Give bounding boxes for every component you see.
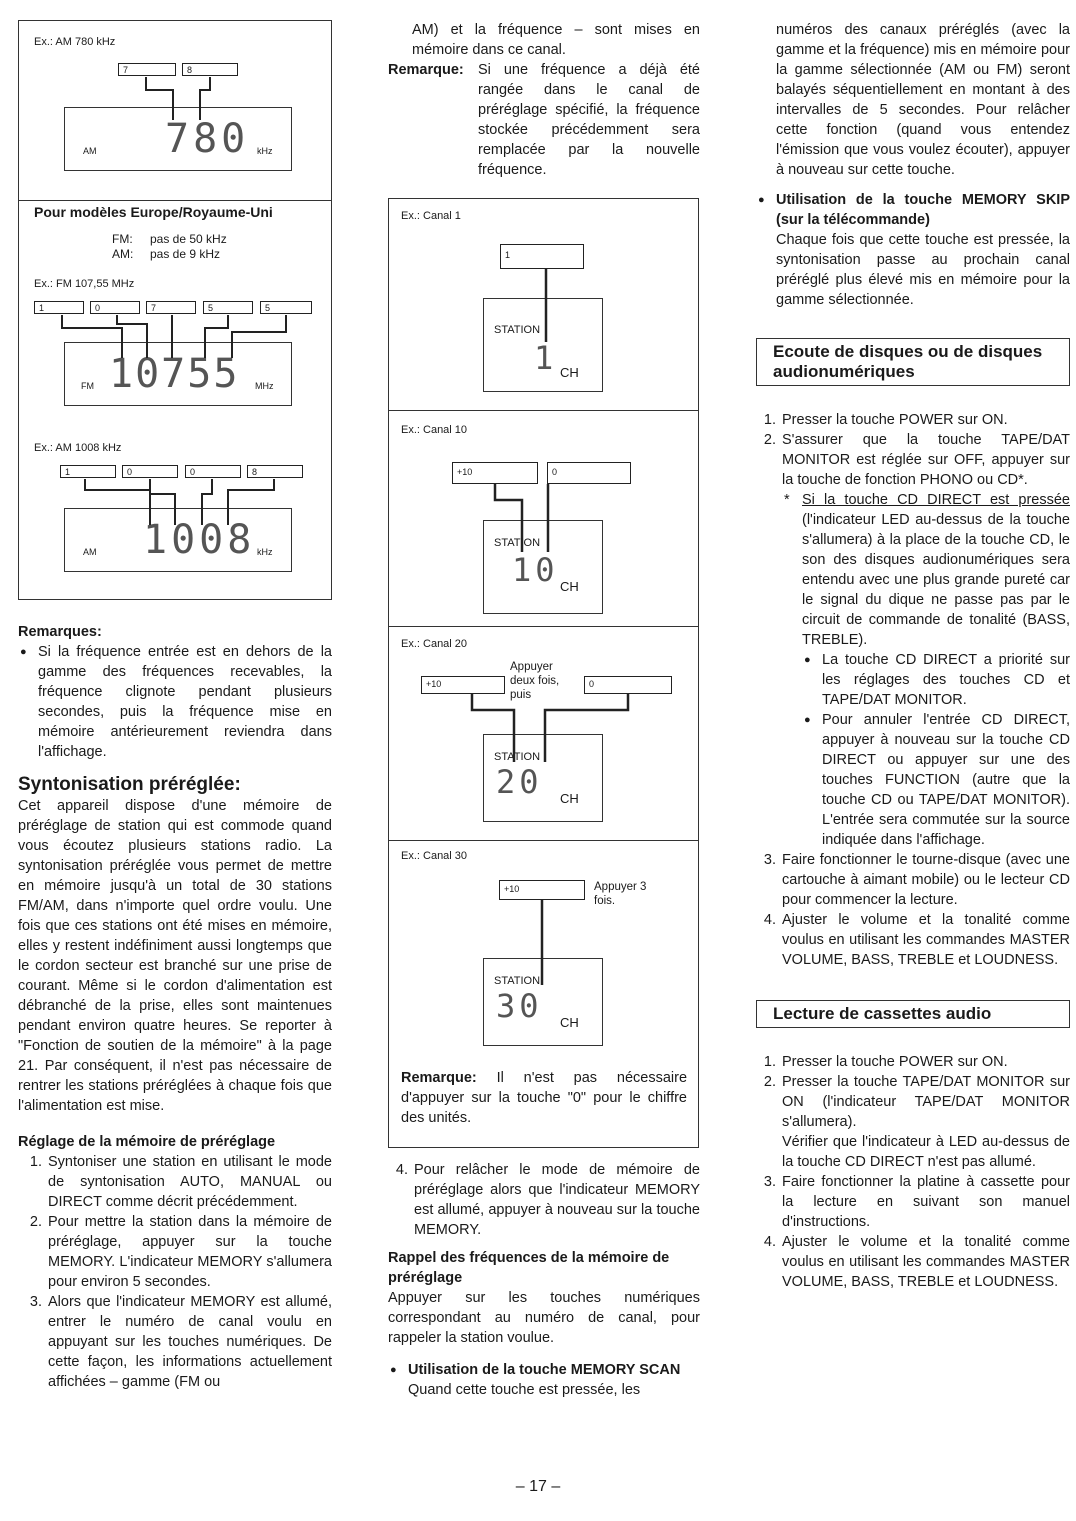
- reglage-title: Réglage de la mémoire de préréglage: [18, 1134, 276, 1150]
- syntonisation-body: Cet appareil dispose d'une mémoire de préréglage de station qui est commode quand vous écoutez plusieurs stations radio. La syntonisation préréglée vous permet de mettre en mémoire jusqu'à un total de 30 stations FM/AM, dans n'importe quel ordre voulu. Une fois que ces stations ont été mises en mémoire, elles y restent indéfiniment aussi longtemps que le cordon secteur est branché sur une prise de courant. Même si le cordon d'alimentation est débranché de la prise, elles sont maintenues pendant environ quatre heures. Se reporter à "Fonction de soutien de la mémoire" à la page 21. Par conséquent, il n'est pas nécessaire de rentrer les stations préréglées à chaque fois que l'alimentation est mise.: [18, 798, 332, 1114]
- continuation-text: AM) et la fréquence – sont mises en mémoire dans ce canal.: [412, 22, 700, 58]
- channel-digits: 20: [496, 763, 543, 801]
- list-item: 1. Presser la touche POWER sur ON.: [780, 410, 1070, 430]
- unit-label: MHz: [255, 381, 274, 391]
- key-5: 5: [260, 301, 312, 314]
- disques-list: [756, 410, 1070, 970]
- cd-direct-lead: Si la touche CD DIRECT est pressée: [802, 492, 1070, 508]
- list-item: 3. Faire fonctionner la platine à cassette pour la lecture en suivant son manuel d'instructions.: [780, 1172, 1070, 1232]
- rappel-title: Rappel des fréquences de la mémoire de préréglage: [388, 1250, 670, 1286]
- list-item-text: S'assurer que la touche TAPE/DAT MONITOR est réglée sur OFF, appuyer sur la touche de fonction PHONO ou CD*.: [782, 432, 1070, 488]
- remarque-label: Remarque:: [388, 62, 464, 78]
- channel-digits: 10: [512, 551, 559, 589]
- rappel-body: Appuyer sur les touches numériques correspondant au numéro de canal, pour rappeler la station voulue.: [388, 1290, 700, 1346]
- key-8: 8: [247, 465, 303, 478]
- ch-label: CH: [560, 791, 579, 806]
- step-band: AM:: [112, 247, 134, 261]
- key-8: 8: [182, 63, 238, 76]
- step-value: pas de 9 kHz: [150, 247, 221, 261]
- canal-label: Ex.: Canal 1: [401, 210, 461, 222]
- remarque-item: ● Si la fréquence entrée est en dehors de la gamme des fréquences recevables, la fréquence clignote pendant plusieurs secondes, puis la fréquence mise en mémoire antérieurement reviendra dans l'affichage.: [18, 642, 332, 762]
- press-note: Appuyer 3 fois.: [594, 881, 647, 907]
- key-5: 5: [203, 301, 253, 314]
- key-7: 7: [118, 63, 176, 76]
- cd-direct-note: * Si la touche CD DIRECT est pressée (l'indicateur LED au-dessus de la touche s'allumera) à la place de la touche CD, le son des disques audionumériques sera entendu avec une plus grande pureté car le signal du dique ne passe pas par le circuit de commande de tonalité (BASS, TREBLE). ● La touche CD DIRECT a priorité sur les réglages des touches CD et TAPE/DAT MONITOR. ● Pour annuler l'entrée CD DIRECT, appuyer à nouveau sur la touche CD DIRECT ou appuyer sur une des touches FUNCTION (autre que la touche CD ou TAPE/DAT MONITOR). L'entrée sera commutée sur la source indiquée dans l'affichage.: [782, 490, 1070, 850]
- key-7: 7: [146, 301, 196, 314]
- key-plus10: +10: [421, 676, 505, 694]
- list-item: [780, 1072, 1070, 1172]
- ch-label: CH: [560, 1015, 579, 1030]
- band-label: FM: [81, 381, 94, 391]
- key-0: 0: [584, 676, 672, 694]
- column-3: [756, 20, 1070, 1292]
- key-0: 0: [185, 465, 241, 478]
- skip-body: Chaque fois que cette touche est pressée, la syntonisation passe au prochain canal préréglé plus élevé mis en mémoire pour la gamme sélectionnée.: [776, 232, 1070, 308]
- skip-title: ● Utilisation de la touche MEMORY SKIP (sur la télécommande): [756, 190, 1070, 230]
- band-label: AM: [83, 146, 97, 156]
- cd-bullet: ● La touche CD DIRECT a priorité sur les réglages des touches CD et TAPE/DAT MONITOR.: [802, 650, 1070, 710]
- list-item: 1. Syntoniser une station en utilisant le mode de syntonisation AUTO, MANUAL ou DIRECT comme décrit précédemment.: [46, 1152, 332, 1212]
- remarques-title: Remarques:: [18, 624, 102, 640]
- page-number: – 17 –: [515, 1478, 561, 1495]
- box-remarque: [401, 1068, 687, 1128]
- unit-label: kHz: [257, 146, 273, 156]
- band-label: AM: [83, 547, 97, 557]
- step-value: pas de 50 kHz: [150, 232, 227, 246]
- box-remarque-label: Remarque:: [401, 1070, 477, 1086]
- cassettes-section-title: Lecture de cassettes audio: [756, 1000, 1070, 1028]
- cd-direct-body: (l'indicateur LED au-dessus de la touche s'allumera) à la place de la touche CD, le son des disques audionumériques sera entendu avec une plus grande pureté car le signal du dique ne passe pas par le circuit de commande de tonalité (BASS, TREBLE).: [802, 512, 1070, 648]
- channel-digits: 1: [534, 339, 558, 377]
- europe-title: Pour modèles Europe/Royaume-Uni: [34, 204, 273, 220]
- example-label: Ex.: AM 1008 kHz: [34, 442, 122, 454]
- key-0: 0: [547, 462, 631, 484]
- list-item: 2. Pour mettre la station dans la mémoire de préréglage, appuyer sur la touche MEMORY. L'indicateur MEMORY s'allumera pour environ 5 secondes.: [46, 1212, 332, 1292]
- list-item: 4. Ajuster le volume et la tonalité comme voulus en utilisant les commandes MASTER VOLUME, BASS, TREBLE et LOUDNESS.: [780, 1232, 1070, 1292]
- example-label: Ex.: AM 780 kHz: [34, 36, 116, 48]
- unit-label: kHz: [257, 547, 273, 557]
- disques-section-title: Ecoute de disques ou de disques audionumériques: [756, 338, 1070, 386]
- canal-label: Ex.: Canal 20: [401, 638, 468, 650]
- ch-label: CH: [560, 365, 579, 380]
- box-remarque-text: Il n'est pas nécessaire d'appuyer sur la touche "0" pour le chiffre des unités.: [401, 1070, 688, 1126]
- scan-title: ● Utilisation de la touche MEMORY SCAN: [388, 1360, 700, 1380]
- key-1: 1: [34, 301, 84, 314]
- key-0: 0: [122, 465, 178, 478]
- station-label: STATION: [494, 751, 541, 763]
- scan-continuation: numéros des canaux préréglés (avec la gamme et la fréquence) mis en mémoire pour la gamme sélectionnée (AM ou FM) seront balayés séquentiellement en montant à des intervalles de 5 secondes. Pour relâcher cette fonction (quand vous entendez l'émission que vous voulez écouter), appuyer à nouveau sur cette touche.: [776, 22, 1070, 178]
- scan-body: Quand cette touche est pressée, les: [408, 1382, 641, 1398]
- press-note: Appuyer deux fois, puis: [510, 661, 560, 701]
- frequency-digits: 780: [165, 116, 250, 162]
- ch-label: CH: [560, 579, 579, 594]
- list-item: 4. Ajuster le volume et la tonalité comme voulus en utilisant les commandes MASTER VOLUME, BASS, TREBLE et LOUDNESS.: [780, 910, 1070, 970]
- cassettes-note: Vérifier que l'indicateur à LED au-dessus de la touche CD DIRECT n'est pas allumé.: [782, 1134, 1070, 1170]
- canal-label: Ex.: Canal 10: [401, 424, 468, 436]
- step-band: FM:: [112, 232, 133, 246]
- remarque-text: Si une fréquence a déjà été rangée dans le canal de préréglage spécifié, la fréquence stockée précédemment sera remplacée par la nouvelle fréquence.: [478, 62, 700, 178]
- list-item: 1. Presser la touche POWER sur ON.: [780, 1052, 1070, 1072]
- key-plus10: +10: [499, 880, 585, 900]
- key-0: 0: [90, 301, 140, 314]
- list-item: 3. Faire fonctionner le tourne-disque (avec une cartouche à aimant mobile) ou le lecteur CD pour commencer la lecture.: [780, 850, 1070, 910]
- reglage-list-cont: [388, 1160, 700, 1240]
- canal-label: Ex.: Canal 30: [401, 850, 468, 862]
- list-item: 4. Pour relâcher le mode de mémoire de préréglage alors que l'indicateur MEMORY est allumé, appuyer à nouveau sur la touche MEMORY.: [412, 1160, 700, 1240]
- list-item: [780, 430, 1070, 850]
- key-plus10: +10: [452, 462, 538, 484]
- station-label: STATION: [494, 975, 541, 987]
- key-1: 1: [500, 244, 584, 269]
- station-label: STATION: [494, 324, 541, 336]
- station-label: STATION: [494, 537, 541, 549]
- column-2-bottom: [388, 1160, 700, 1400]
- list-item: 3. Alors que l'indicateur MEMORY est allumé, entrer le numéro de canal voulu en appuyant sur les touches numériques. De cette façon, les informations actuellement affichées – gamme (FM ou: [46, 1292, 332, 1392]
- channel-digits: 30: [496, 987, 543, 1025]
- key-1: 1: [60, 465, 116, 478]
- frequency-digits: 10755: [109, 351, 240, 397]
- frequency-digits: 1008: [143, 517, 256, 563]
- example-label: Ex.: FM 107,55 MHz: [34, 278, 135, 290]
- cd-bullet: ● Pour annuler l'entrée CD DIRECT, appuyer à nouveau sur la touche CD DIRECT ou appuyer sur une des touches FUNCTION (autre que la touche CD ou TAPE/DAT MONITOR). L'entrée sera commutée sur la source indiquée dans l'affichage.: [802, 710, 1070, 850]
- list-item-text: Presser la touche TAPE/DAT MONITOR sur ON (l'indicateur TAPE/DAT MONITOR s'allumera).: [782, 1074, 1070, 1130]
- syntonisation-title: Syntonisation préréglée:: [18, 774, 241, 795]
- cassettes-list: [756, 1052, 1070, 1292]
